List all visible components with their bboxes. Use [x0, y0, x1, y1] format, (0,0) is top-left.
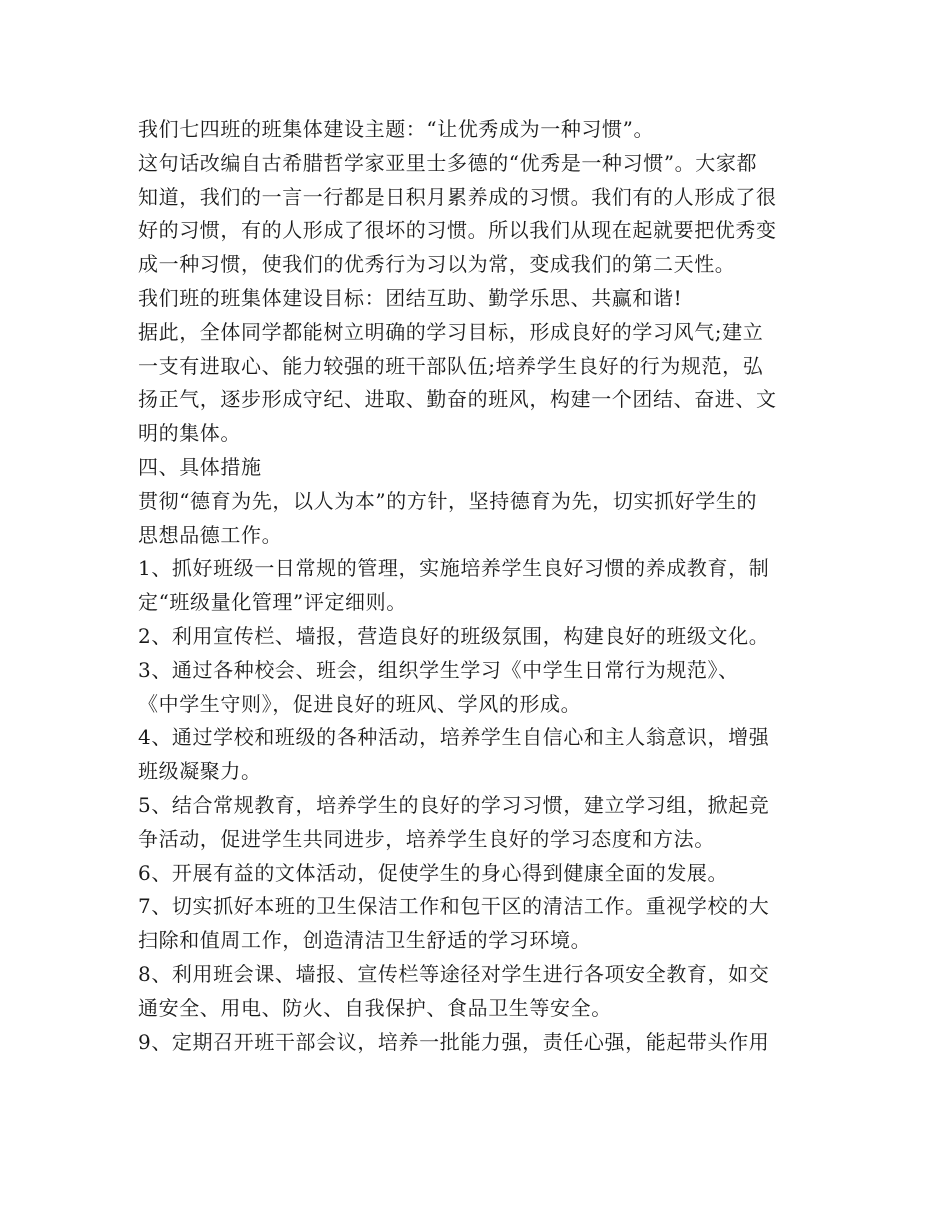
list-item-line: 5、结合常规教育，培养学生的良好的学习习惯，建立学习组，掀起竞	[138, 792, 770, 817]
text-line: 这句话改编自古希腊哲学家亚里士多德的“优秀是一种习惯”。大家都	[138, 150, 758, 175]
list-item-line: 通安全、用电、防火、自我保护、食品卫生等安全。	[138, 995, 612, 1020]
list-item-line: 2、利用宣传栏、墙报，营造良好的班级氛围，构建良好的班级文化。	[138, 623, 770, 648]
list-item-line: 9、定期召开班干部会议，培养一批能力强，责任心强，能起带头作用	[138, 1029, 770, 1054]
text-line: 一支有进取心、能力较强的班干部队伍;培养学生良好的行为规范，弘	[138, 353, 764, 378]
list-item-line: 6、开展有益的文体活动，促使学生的身心得到健康全面的发展。	[138, 860, 729, 885]
text-line: 扬正气，逐步形成守纪、进取、勤奋的班风，构建一个团结、奋进、文	[138, 387, 777, 412]
text-line: 贯彻“德育为先，以人为本”的方针，坚持德育为先，切实抓好学生的	[138, 488, 758, 513]
text-line: 好的习惯，有的人形成了很坏的习惯。所以我们从现在起就要把优秀变	[138, 218, 777, 243]
list-item-line: 1、抓好班级一日常规的管理，实施培养学生良好习惯的养成教育，制	[138, 556, 770, 581]
text-line: 我们七四班的班集体建设主题：“让优秀成为一种习惯”。	[138, 117, 655, 141]
list-item-line: 4、通过学校和班级的各种活动，培养学生自信心和主人翁意识，增强	[138, 725, 770, 750]
list-item-line: 定“班级量化管理”评定细则。	[138, 590, 407, 615]
text-line: 知道，我们的一言一行都是日积月累养成的习惯。我们有的人形成了很	[138, 184, 777, 209]
text-line: 我们班的班集体建设目标：团结互助、勤学乐思、共赢和谐!	[138, 285, 683, 310]
text-line: 成一种习惯，使我们的优秀行为习以为常，变成我们的第二天性。	[138, 252, 736, 277]
text-line: 明的集体。	[138, 421, 241, 446]
text-line: 据此，全体同学都能树立明确的学习目标，形成良好的学习风气;建立	[138, 319, 764, 344]
list-item-line: 《中学生守则》，促进良好的班风、学风的形成。	[138, 691, 582, 716]
list-item-line: 争活动，促进学生共同进步，培养学生良好的学习态度和方法。	[138, 826, 715, 851]
document-body	[138, 113, 813, 1059]
section-heading: 四、具体措施	[138, 454, 262, 479]
list-item-line: 8、利用班会课、墙报、宣传栏等途径对学生进行各项安全教育，如交	[138, 961, 770, 986]
list-item-line: 7、切实抓好本班的卫生保洁工作和包干区的清洁工作。重视学校的大	[138, 894, 770, 919]
list-item-line: 3、通过各种校会、班会，组织学生学习《中学生日常行为规范》、	[138, 657, 739, 682]
list-item-line: 扫除和值周工作，创造清洁卫生舒适的学习环境。	[138, 928, 592, 953]
list-item-line: 班级凝聚力。	[138, 759, 262, 784]
text-line: 思想品德工作。	[138, 522, 283, 547]
